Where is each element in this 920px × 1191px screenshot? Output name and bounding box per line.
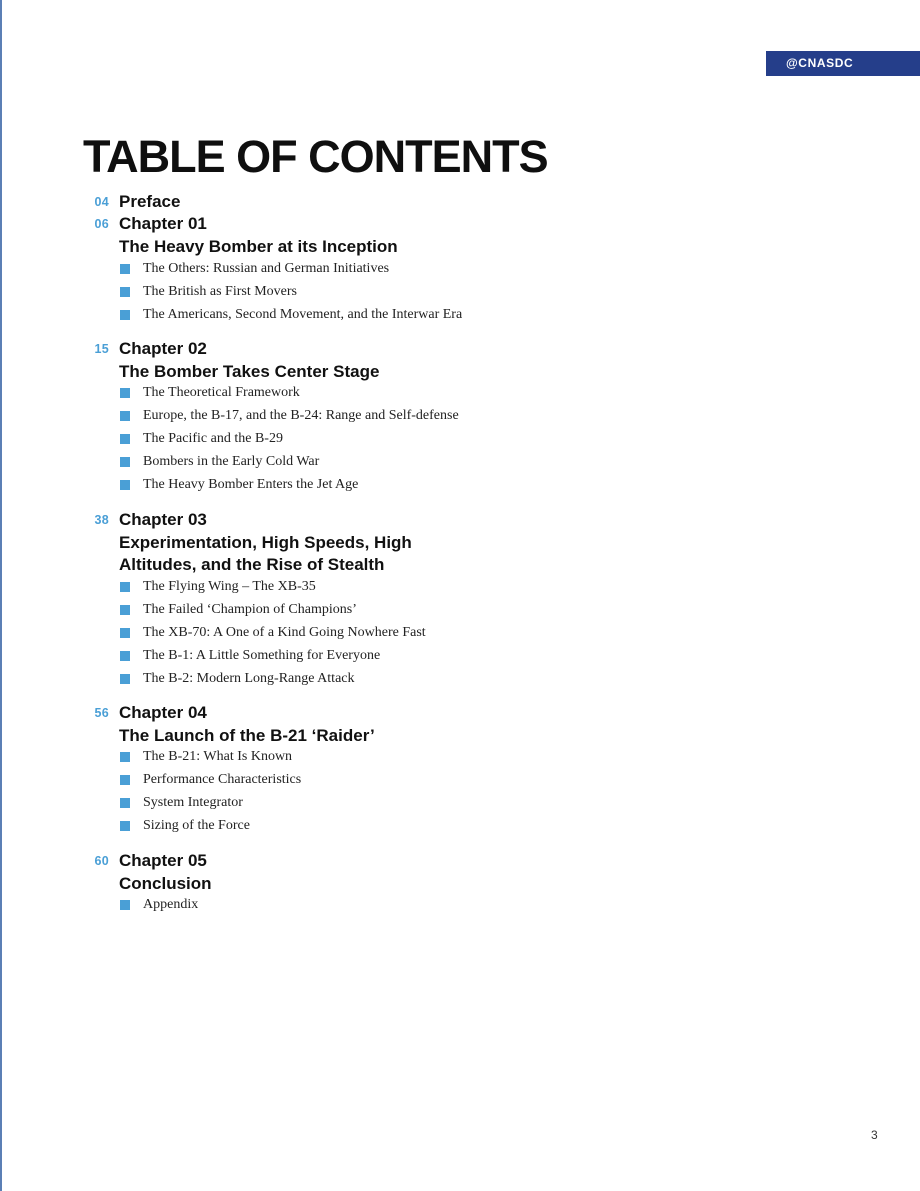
toc-title-line: Chapter 01 bbox=[119, 214, 207, 233]
toc-title-line: Chapter 05 bbox=[119, 851, 207, 870]
toc-title-line: The Heavy Bomber at its Inception bbox=[119, 236, 398, 256]
toc-page-number: 04 bbox=[94, 195, 109, 209]
toc-title-line: Preface bbox=[119, 192, 181, 211]
toc-subsection-list bbox=[119, 896, 198, 919]
toc-subsection-list bbox=[119, 260, 462, 329]
toc-entry-title[interactable] bbox=[119, 850, 212, 895]
toc-subsection[interactable]: Performance Characteristics bbox=[119, 771, 301, 794]
toc-subsection[interactable]: The Americans, Second Movement, and the Interwar Era bbox=[119, 306, 462, 329]
toc-title-line: Chapter 04 bbox=[119, 703, 207, 722]
toc-page-number: 06 bbox=[94, 217, 109, 231]
toc-entry-title[interactable] bbox=[119, 213, 398, 258]
toc-subsection-list bbox=[119, 384, 459, 499]
toc-subsection[interactable]: Bombers in the Early Cold War bbox=[119, 453, 459, 476]
toc-title-line: Chapter 02 bbox=[119, 339, 207, 358]
toc-title-line: The Bomber Takes Center Stage bbox=[119, 361, 380, 381]
toc-subsection-list bbox=[119, 578, 426, 693]
toc-title-line: Altitudes, and the Rise of Stealth bbox=[119, 555, 385, 574]
toc-subsection[interactable]: The B-2: Modern Long-Range Attack bbox=[119, 670, 426, 693]
toc-subsection[interactable]: Europe, the B-17, and the B-24: Range and Self-defense bbox=[119, 407, 459, 430]
toc-subsection[interactable]: The Heavy Bomber Enters the Jet Age bbox=[119, 476, 459, 499]
toc-title-line: Experimentation, High Speeds, High bbox=[119, 532, 412, 552]
toc-entry-title[interactable] bbox=[119, 191, 180, 214]
page-edge-rule bbox=[0, 0, 2, 1191]
toc-subsection[interactable]: The Flying Wing – The XB-35 bbox=[119, 578, 426, 601]
toc-subsection[interactable]: The XB-70: A One of a Kind Going Nowhere Fast bbox=[119, 624, 426, 647]
toc-title-line: Chapter 03 bbox=[119, 510, 207, 529]
toc-title-line: Conclusion bbox=[119, 873, 212, 893]
toc-subsection[interactable]: The B-1: A Little Something for Everyone bbox=[119, 647, 426, 670]
toc-page-number: 60 bbox=[94, 854, 109, 868]
toc-subsection[interactable]: The Others: Russian and German Initiatives bbox=[119, 260, 462, 283]
toc-page-number: 38 bbox=[94, 513, 109, 527]
toc-subsection[interactable]: The British as First Movers bbox=[119, 283, 462, 306]
toc-subsection[interactable]: The Failed ‘Champion of Champions’ bbox=[119, 601, 426, 624]
toc-subsection[interactable]: The Theoretical Framework bbox=[119, 384, 459, 407]
page-number: 3 bbox=[871, 1128, 878, 1142]
toc-entry-title[interactable] bbox=[119, 509, 412, 577]
toc-subsection[interactable]: Sizing of the Force bbox=[119, 817, 301, 840]
toc-subsection[interactable]: System Integrator bbox=[119, 794, 301, 817]
toc-subsection[interactable]: Appendix bbox=[119, 896, 198, 919]
toc-page-number: 56 bbox=[94, 706, 109, 720]
toc-subsection-list bbox=[119, 748, 301, 840]
toc-entry-title[interactable] bbox=[119, 702, 375, 747]
toc-page-number: 15 bbox=[94, 342, 109, 356]
toc-entry-title[interactable] bbox=[119, 338, 379, 383]
social-handle-tag: @CNASDC bbox=[766, 51, 920, 76]
toc-subsection[interactable]: The B-21: What Is Known bbox=[119, 748, 301, 771]
toc-title-line: The Launch of the B-21 ‘Raider’ bbox=[119, 725, 375, 745]
toc-subsection[interactable]: The Pacific and the B-29 bbox=[119, 430, 459, 453]
page-title: TABLE OF CONTENTS bbox=[83, 131, 548, 182]
